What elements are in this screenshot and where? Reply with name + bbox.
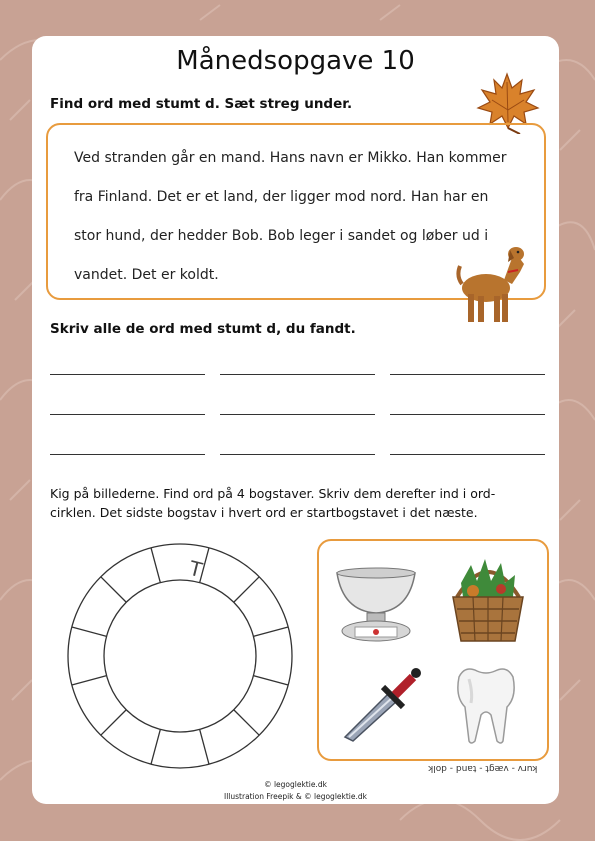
- answer-line[interactable]: [390, 414, 545, 415]
- tooth-icon: [451, 663, 521, 747]
- answer-line[interactable]: [390, 454, 545, 455]
- answer-key: kurv - vægt - tand - dolk: [428, 763, 538, 773]
- answer-line[interactable]: [50, 374, 205, 375]
- task3-instruction: Kig på billederne. Find ord på 4 bogstaver. Skriv dem derefter ind i ord-cirklen. Det sidste bogstav i hvert ord er startbogstavet i det næste.: [50, 486, 496, 520]
- picture-box: [317, 539, 549, 761]
- answer-line[interactable]: [50, 454, 205, 455]
- wheel-segment-divider: [72, 676, 107, 685]
- wheel-segment-divider: [151, 729, 160, 764]
- word-circle-letter: T: [186, 555, 205, 583]
- wheel-segment-divider: [72, 627, 107, 636]
- dog-icon: [456, 236, 526, 326]
- answer-line[interactable]: [220, 414, 375, 415]
- wheel-segment-divider: [101, 710, 126, 735]
- story-line: Ved stranden går en mand. Hans navn er Mikko. Han kommer: [74, 150, 507, 166]
- story-line: vandet. Det er koldt.: [74, 267, 219, 283]
- scale-icon: [333, 559, 419, 645]
- footer-copyright: © legoglektie.dk: [264, 780, 327, 789]
- wheel-segment-divider: [234, 710, 259, 735]
- word-circle[interactable]: [60, 536, 300, 776]
- task2-instruction: Skriv alle de ord med stumt d, du fandt.: [50, 321, 356, 337]
- answer-line[interactable]: [390, 374, 545, 375]
- story-text: [74, 139, 514, 295]
- dagger-icon: [339, 665, 423, 743]
- footer-credit: Illustration Freepik & © legoglektie.dk: [224, 792, 367, 801]
- answer-line[interactable]: [50, 414, 205, 415]
- task1-instruction: Find ord med stumt d. Sæt streg under.: [50, 96, 353, 112]
- wheel-segment-divider: [200, 729, 209, 764]
- basket-icon: [443, 553, 533, 645]
- worksheet: [32, 36, 559, 804]
- wheel-segment-divider: [253, 676, 288, 685]
- wheel-segment-divider: [234, 577, 259, 602]
- page-title: Månedsopgave 10: [176, 46, 415, 76]
- story-line: stor hund, der hedder Bob. Bob leger i sandet og løber ud i: [74, 228, 489, 244]
- wheel-segment-divider: [151, 548, 160, 583]
- wheel-segment-divider: [253, 627, 288, 636]
- answer-line[interactable]: [220, 374, 375, 375]
- story-line: fra Finland. Det er et land, der ligger mod nord. Han har en: [74, 189, 489, 205]
- answer-line[interactable]: [220, 454, 375, 455]
- wheel-segment-divider: [101, 577, 126, 602]
